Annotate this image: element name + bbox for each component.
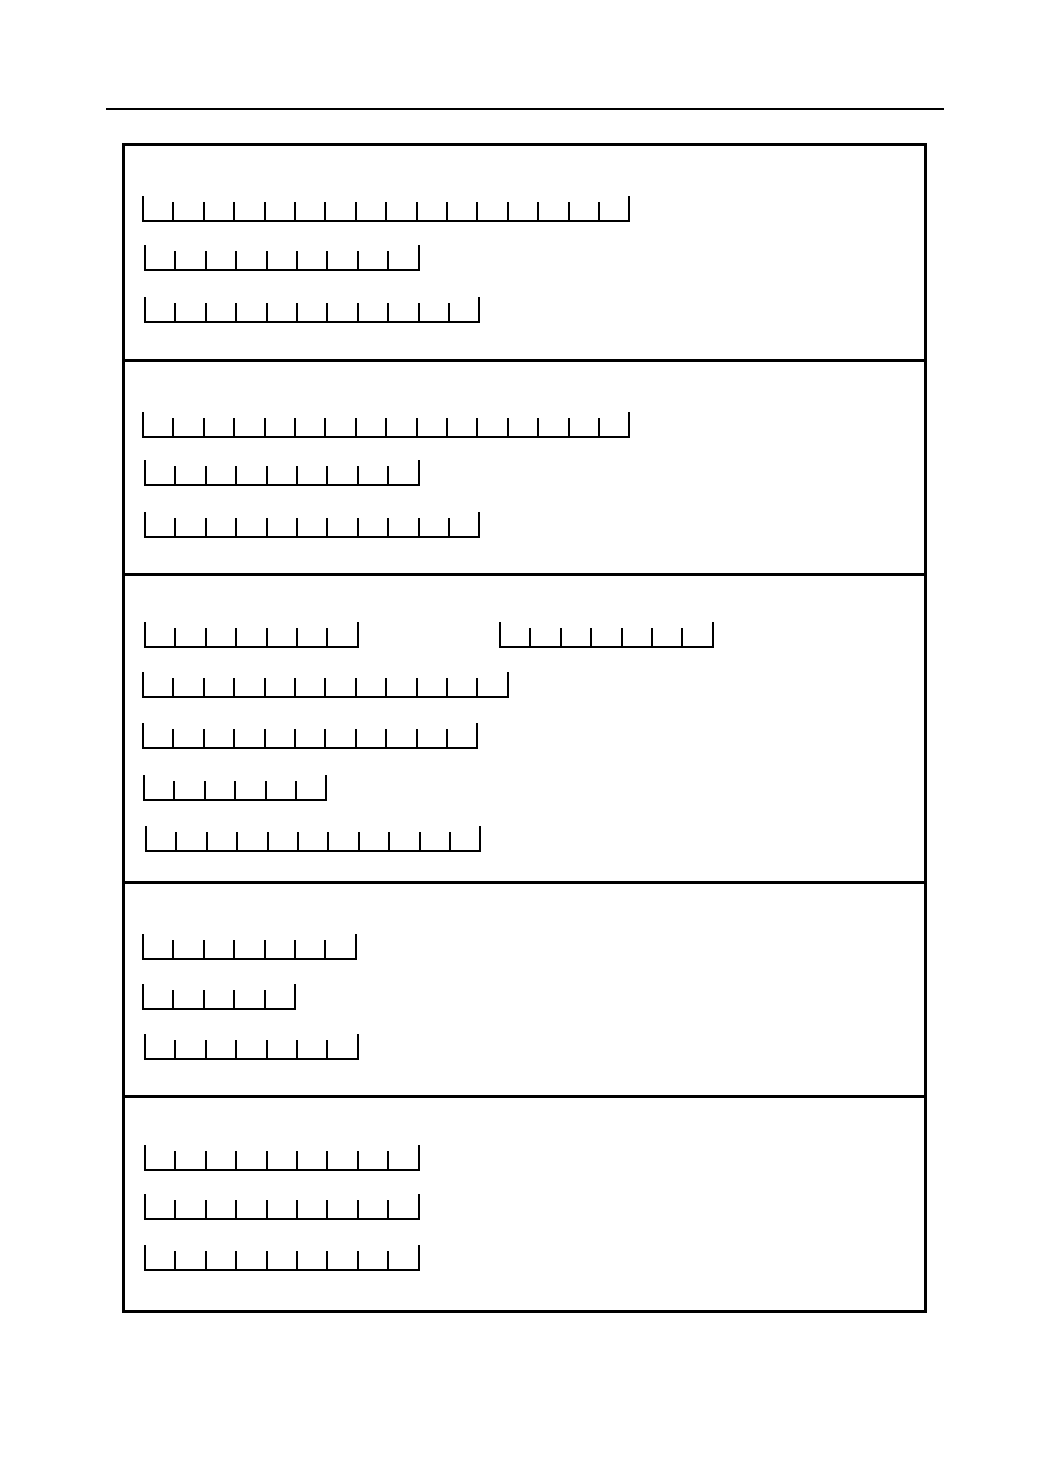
- char-box-divider: [537, 202, 539, 222]
- char-box-divider: [174, 251, 176, 271]
- char-box-divider: [173, 781, 175, 801]
- char-box-field[interactable]: [144, 514, 480, 538]
- char-box-divider: [172, 202, 174, 222]
- char-box-divider: [357, 303, 359, 323]
- char-box-divider: [235, 1200, 237, 1220]
- char-box-divider: [294, 418, 296, 438]
- char-box-divider: [203, 990, 205, 1010]
- char-box-divider: [326, 303, 328, 323]
- char-box-divider: [507, 672, 509, 698]
- char-box-divider: [205, 303, 207, 323]
- char-box-divider: [590, 628, 592, 648]
- char-box-divider: [205, 1251, 207, 1271]
- char-box-divider: [326, 251, 328, 271]
- char-box-divider: [266, 1040, 268, 1060]
- char-box-divider: [296, 303, 298, 323]
- char-box-divider: [294, 202, 296, 222]
- char-box-field[interactable]: [144, 624, 359, 648]
- char-box-field[interactable]: [145, 828, 481, 852]
- char-box-divider: [174, 518, 176, 538]
- char-box-field[interactable]: [499, 624, 714, 648]
- char-box-divider: [296, 466, 298, 486]
- char-box-divider: [294, 984, 296, 1010]
- char-box-divider: [446, 729, 448, 749]
- char-box-divider: [385, 202, 387, 222]
- char-box-divider: [145, 826, 147, 852]
- char-box-divider: [144, 1194, 146, 1220]
- form-section-4: [125, 884, 924, 1098]
- char-box-divider: [416, 729, 418, 749]
- char-box-divider: [265, 781, 267, 801]
- char-box-divider: [499, 622, 501, 648]
- char-box-divider: [355, 678, 357, 698]
- char-box-divider: [174, 1251, 176, 1271]
- char-box-divider: [326, 1040, 328, 1060]
- char-box-divider: [478, 297, 480, 323]
- char-box-divider: [324, 678, 326, 698]
- char-box-divider: [294, 940, 296, 960]
- char-box-divider: [264, 990, 266, 1010]
- char-box-divider: [358, 832, 360, 852]
- char-box-divider: [326, 518, 328, 538]
- char-box-divider: [357, 1200, 359, 1220]
- char-box-divider: [357, 518, 359, 538]
- char-box-divider: [266, 628, 268, 648]
- char-box-divider: [507, 202, 509, 222]
- char-box-divider: [205, 1200, 207, 1220]
- char-box-divider: [507, 418, 509, 438]
- char-box-divider: [297, 832, 299, 852]
- char-box-divider: [324, 729, 326, 749]
- char-box-divider: [387, 1151, 389, 1171]
- char-box-divider: [326, 628, 328, 648]
- char-box-field[interactable]: [144, 1147, 420, 1171]
- char-box-divider: [235, 1040, 237, 1060]
- char-box-divider: [264, 729, 266, 749]
- char-box-divider: [326, 1151, 328, 1171]
- char-box-divider: [266, 251, 268, 271]
- char-box-divider: [234, 781, 236, 801]
- char-box-divider: [446, 678, 448, 698]
- char-box-divider: [142, 723, 144, 749]
- char-box-divider: [233, 940, 235, 960]
- char-box-divider: [357, 251, 359, 271]
- char-box-divider: [144, 1245, 146, 1271]
- char-box-divider: [448, 518, 450, 538]
- char-box-divider: [235, 303, 237, 323]
- char-box-divider: [355, 934, 357, 960]
- char-box-divider: [264, 940, 266, 960]
- char-box-divider: [387, 1200, 389, 1220]
- char-box-divider: [205, 1040, 207, 1060]
- char-box-divider: [385, 418, 387, 438]
- char-box-divider: [418, 245, 420, 271]
- form-section-3: [125, 576, 924, 884]
- char-box-divider: [142, 672, 144, 698]
- char-box-divider: [478, 512, 480, 538]
- char-box-divider: [476, 202, 478, 222]
- char-box-divider: [387, 251, 389, 271]
- char-box-divider: [172, 940, 174, 960]
- char-box-divider: [235, 1251, 237, 1271]
- char-box-divider: [174, 303, 176, 323]
- char-box-divider: [203, 202, 205, 222]
- char-box-field[interactable]: [142, 674, 509, 698]
- char-box-divider: [418, 460, 420, 486]
- char-box-field[interactable]: [144, 462, 420, 486]
- char-box-field[interactable]: [142, 986, 296, 1010]
- char-box-divider: [205, 518, 207, 538]
- char-box-divider: [296, 1040, 298, 1060]
- char-box-divider: [295, 781, 297, 801]
- char-box-divider: [203, 940, 205, 960]
- char-box-divider: [326, 1200, 328, 1220]
- char-box-divider: [235, 518, 237, 538]
- char-box-divider: [324, 418, 326, 438]
- char-box-divider: [266, 1200, 268, 1220]
- char-box-field[interactable]: [142, 936, 357, 960]
- char-box-divider: [324, 940, 326, 960]
- char-box-field[interactable]: [144, 1196, 420, 1220]
- char-box-divider: [387, 1251, 389, 1271]
- form-section-1: [125, 146, 924, 362]
- char-box-divider: [448, 303, 450, 323]
- char-box-divider: [174, 1200, 176, 1220]
- char-box-divider: [144, 297, 146, 323]
- char-box-divider: [205, 1151, 207, 1171]
- char-box-field[interactable]: [144, 1247, 420, 1271]
- char-box-divider: [294, 678, 296, 698]
- char-box-divider: [325, 775, 327, 801]
- char-box-divider: [476, 678, 478, 698]
- char-box-divider: [172, 729, 174, 749]
- char-box-divider: [296, 518, 298, 538]
- char-box-divider: [598, 202, 600, 222]
- char-box-divider: [568, 202, 570, 222]
- char-box-divider: [144, 245, 146, 271]
- char-box-divider: [174, 1040, 176, 1060]
- char-box-divider: [267, 832, 269, 852]
- char-box-divider: [449, 832, 451, 852]
- char-box-divider: [144, 460, 146, 486]
- char-box-divider: [236, 832, 238, 852]
- char-box-divider: [537, 418, 539, 438]
- char-box-divider: [142, 412, 144, 438]
- char-box-divider: [479, 826, 481, 852]
- char-box-divider: [357, 1251, 359, 1271]
- form-section-2: [125, 362, 924, 576]
- char-box-divider: [264, 678, 266, 698]
- char-box-divider: [172, 418, 174, 438]
- char-box-divider: [204, 781, 206, 801]
- char-box-divider: [419, 832, 421, 852]
- char-box-divider: [357, 1034, 359, 1060]
- char-box-divider: [174, 1151, 176, 1171]
- char-box-divider: [144, 1145, 146, 1171]
- char-box-divider: [235, 1151, 237, 1171]
- char-box-divider: [416, 678, 418, 698]
- char-box-field[interactable]: [144, 299, 480, 323]
- char-box-divider: [418, 303, 420, 323]
- char-box-divider: [598, 418, 600, 438]
- char-box-divider: [205, 466, 207, 486]
- char-box-divider: [266, 466, 268, 486]
- char-box-divider: [296, 1200, 298, 1220]
- char-box-field[interactable]: [144, 247, 420, 271]
- char-box-divider: [529, 628, 531, 648]
- char-box-field[interactable]: [142, 725, 478, 749]
- form-section-5: [125, 1098, 924, 1310]
- char-box-divider: [143, 775, 145, 801]
- char-box-divider: [327, 832, 329, 852]
- char-box-divider: [296, 1151, 298, 1171]
- char-box-divider: [416, 418, 418, 438]
- char-box-divider: [568, 418, 570, 438]
- char-box-divider: [142, 196, 144, 222]
- char-box-divider: [628, 412, 630, 438]
- char-box-divider: [326, 466, 328, 486]
- char-box-divider: [387, 518, 389, 538]
- char-box-divider: [144, 1034, 146, 1060]
- char-box-divider: [296, 628, 298, 648]
- char-box-divider: [357, 466, 359, 486]
- char-box-divider: [203, 678, 205, 698]
- char-box-divider: [387, 466, 389, 486]
- form-frame: [122, 143, 927, 1313]
- char-box-divider: [357, 622, 359, 648]
- char-box-divider: [476, 418, 478, 438]
- char-box-divider: [266, 303, 268, 323]
- char-box-divider: [681, 628, 683, 648]
- char-box-field[interactable]: [144, 1036, 359, 1060]
- char-box-divider: [174, 466, 176, 486]
- char-box-divider: [203, 418, 205, 438]
- char-box-divider: [266, 1251, 268, 1271]
- char-box-divider: [446, 418, 448, 438]
- char-box-divider: [326, 1251, 328, 1271]
- char-box-divider: [235, 628, 237, 648]
- char-box-divider: [233, 678, 235, 698]
- char-box-divider: [233, 729, 235, 749]
- char-box-divider: [324, 202, 326, 222]
- char-box-divider: [357, 1151, 359, 1171]
- char-box-divider: [235, 251, 237, 271]
- char-box-divider: [174, 628, 176, 648]
- char-box-divider: [560, 628, 562, 648]
- char-box-divider: [233, 202, 235, 222]
- char-box-divider: [235, 466, 237, 486]
- char-box-divider: [385, 729, 387, 749]
- char-box-divider: [418, 1194, 420, 1220]
- char-box-divider: [387, 303, 389, 323]
- char-box-divider: [142, 984, 144, 1010]
- char-box-divider: [144, 622, 146, 648]
- char-box-divider: [266, 1151, 268, 1171]
- char-box-divider: [296, 251, 298, 271]
- char-box-divider: [205, 251, 207, 271]
- char-box-field[interactable]: [143, 777, 327, 801]
- char-box-divider: [203, 729, 205, 749]
- char-box-divider: [264, 202, 266, 222]
- char-box-divider: [355, 729, 357, 749]
- char-box-divider: [416, 202, 418, 222]
- char-box-divider: [296, 1251, 298, 1271]
- char-box-divider: [205, 628, 207, 648]
- char-box-divider: [418, 518, 420, 538]
- char-box-field[interactable]: [142, 414, 630, 438]
- char-box-divider: [264, 418, 266, 438]
- char-box-divider: [144, 512, 146, 538]
- char-box-divider: [294, 729, 296, 749]
- char-box-divider: [476, 723, 478, 749]
- char-box-divider: [172, 990, 174, 1010]
- char-box-divider: [446, 202, 448, 222]
- char-box-divider: [621, 628, 623, 648]
- char-box-divider: [712, 622, 714, 648]
- char-box-divider: [206, 832, 208, 852]
- char-box-divider: [266, 518, 268, 538]
- char-box-divider: [418, 1145, 420, 1171]
- char-box-divider: [142, 934, 144, 960]
- char-box-divider: [388, 832, 390, 852]
- header-rule: [106, 108, 944, 110]
- char-box-divider: [172, 678, 174, 698]
- char-box-divider: [175, 832, 177, 852]
- char-box-divider: [233, 418, 235, 438]
- char-box-divider: [628, 196, 630, 222]
- char-box-divider: [355, 418, 357, 438]
- char-box-divider: [233, 990, 235, 1010]
- char-box-divider: [355, 202, 357, 222]
- char-box-divider: [651, 628, 653, 648]
- char-box-divider: [385, 678, 387, 698]
- char-box-divider: [418, 1245, 420, 1271]
- char-box-field[interactable]: [142, 198, 630, 222]
